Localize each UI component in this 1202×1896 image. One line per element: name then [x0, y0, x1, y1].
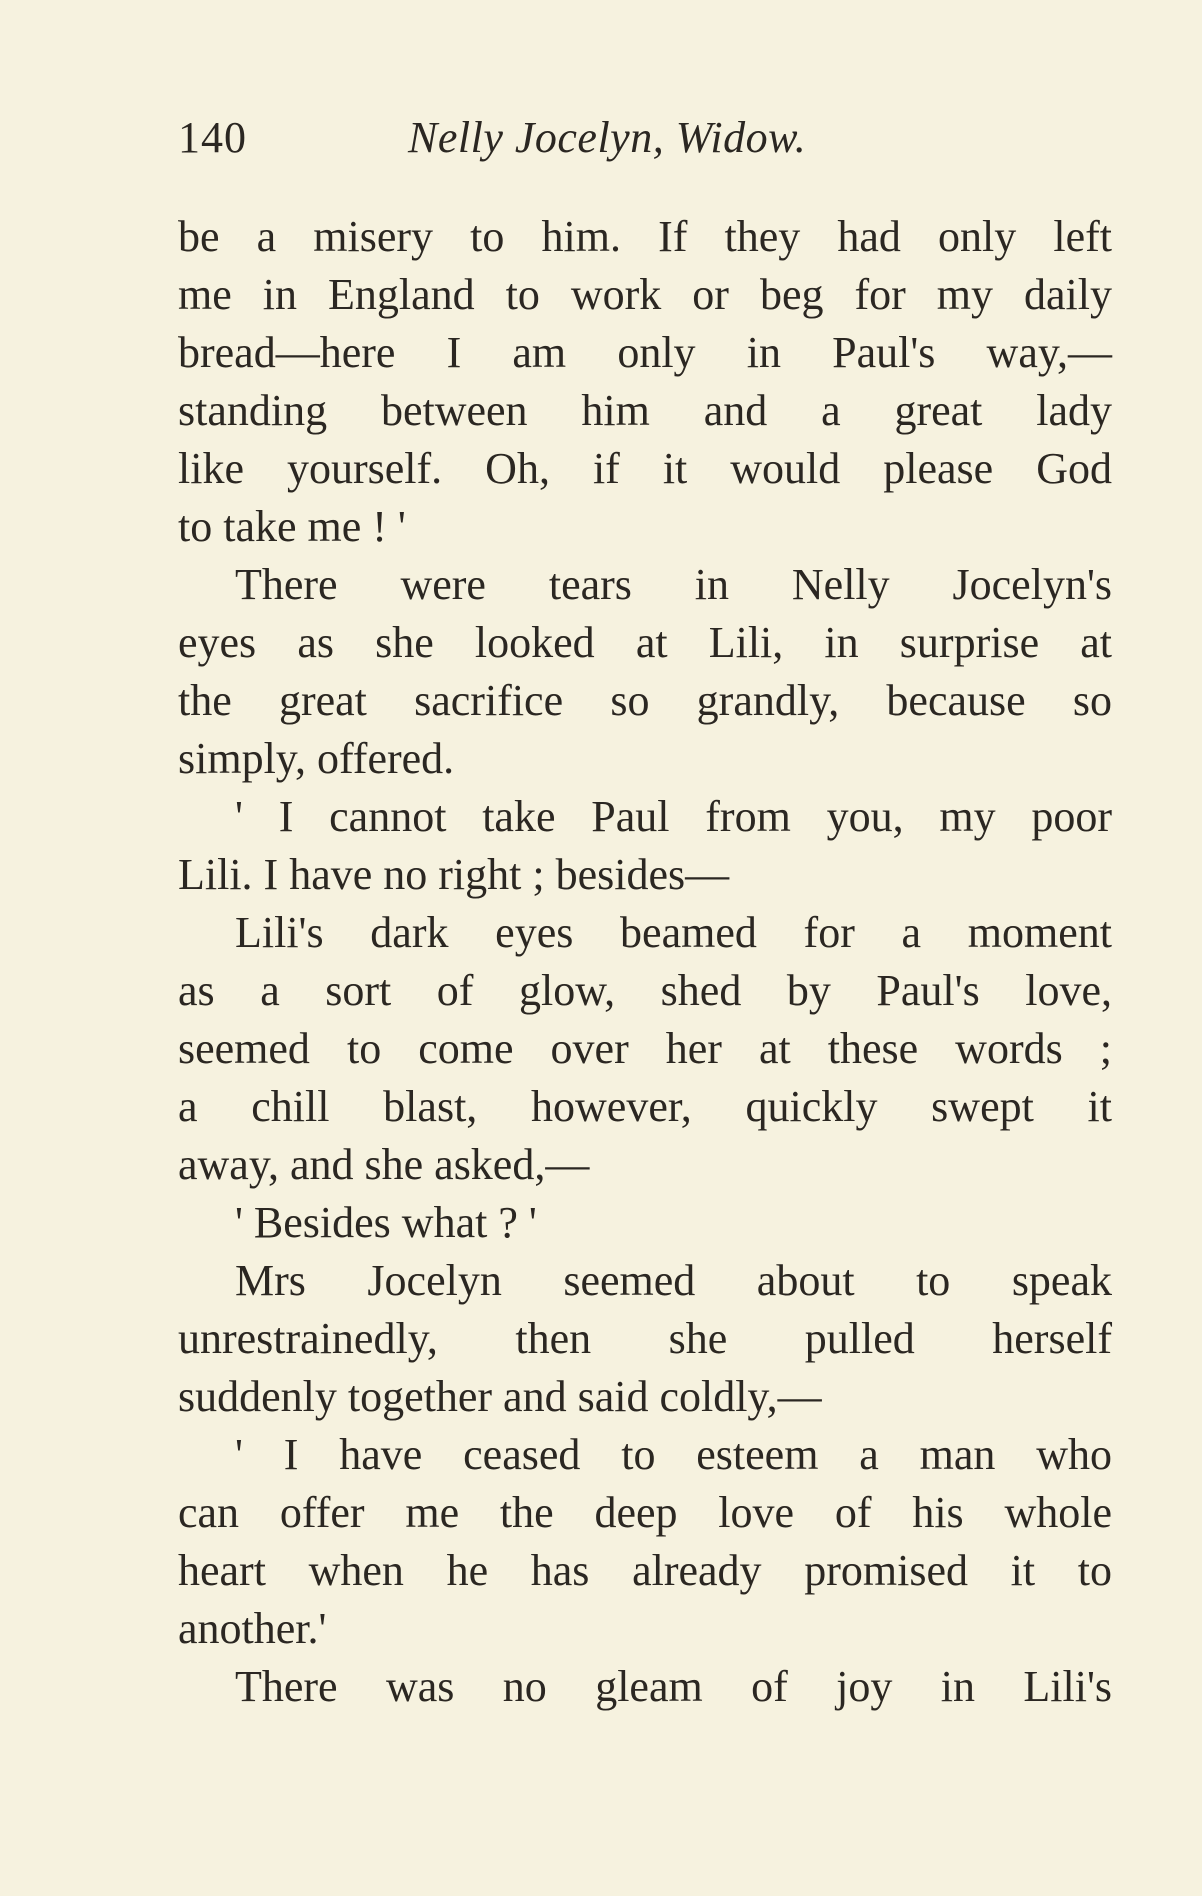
page-number: 140 — [178, 113, 247, 162]
text-line: Lili's dark eyes beamed for a moment — [235, 908, 1112, 957]
text-line: the great sacrifice so grandly, because so — [178, 676, 1112, 725]
body-text — [178, 208, 1112, 1716]
text-line: like yourself. Oh, if it would please God — [178, 444, 1112, 493]
text-line: as a sort of glow, shed by Paul's love, — [178, 966, 1112, 1015]
text-line: seemed to come over her at these words ; — [178, 1024, 1112, 1073]
text-line: There were tears in Nelly Jocelyn's — [235, 560, 1112, 609]
text-line: a chill blast, however, quickly swept it — [178, 1082, 1112, 1131]
text-line: me in England to work or beg for my daily — [178, 270, 1112, 319]
text-line: Lili. I have no right ; besides— — [178, 850, 730, 899]
text-line: unrestrainedly, then she pulled herself — [178, 1314, 1112, 1363]
text-line: eyes as she looked at Lili, in surprise at — [178, 618, 1112, 667]
text-line: can offer me the deep love of his whole — [178, 1488, 1112, 1537]
text-line: heart when he has already promised it to — [178, 1546, 1112, 1595]
text-line: ' I have ceased to esteem a man who — [235, 1430, 1112, 1479]
text-line: standing between him and a great lady — [178, 386, 1112, 435]
text-line: ' I cannot take Paul from you, my poor — [235, 792, 1112, 841]
text-line: be a misery to him. If they had only left — [178, 212, 1112, 261]
text-line: bread—here I am only in Paul's way,— — [178, 328, 1112, 377]
text-line: suddenly together and said coldly,— — [178, 1372, 822, 1421]
running-title: Nelly Jocelyn, Widow. — [408, 113, 807, 162]
text-line: to take me ! ' — [178, 502, 406, 551]
text-line: simply, offered. — [178, 734, 455, 783]
running-head — [178, 110, 1112, 180]
text-line: Mrs Jocelyn seemed about to speak — [235, 1256, 1112, 1305]
text-line: away, and she asked,— — [178, 1140, 590, 1189]
text-line: another.' — [178, 1604, 327, 1653]
text-line: There was no gleam of joy in Lili's — [235, 1662, 1112, 1711]
text-line: ' Besides what ? ' — [235, 1198, 537, 1247]
book-page — [178, 110, 1112, 1716]
